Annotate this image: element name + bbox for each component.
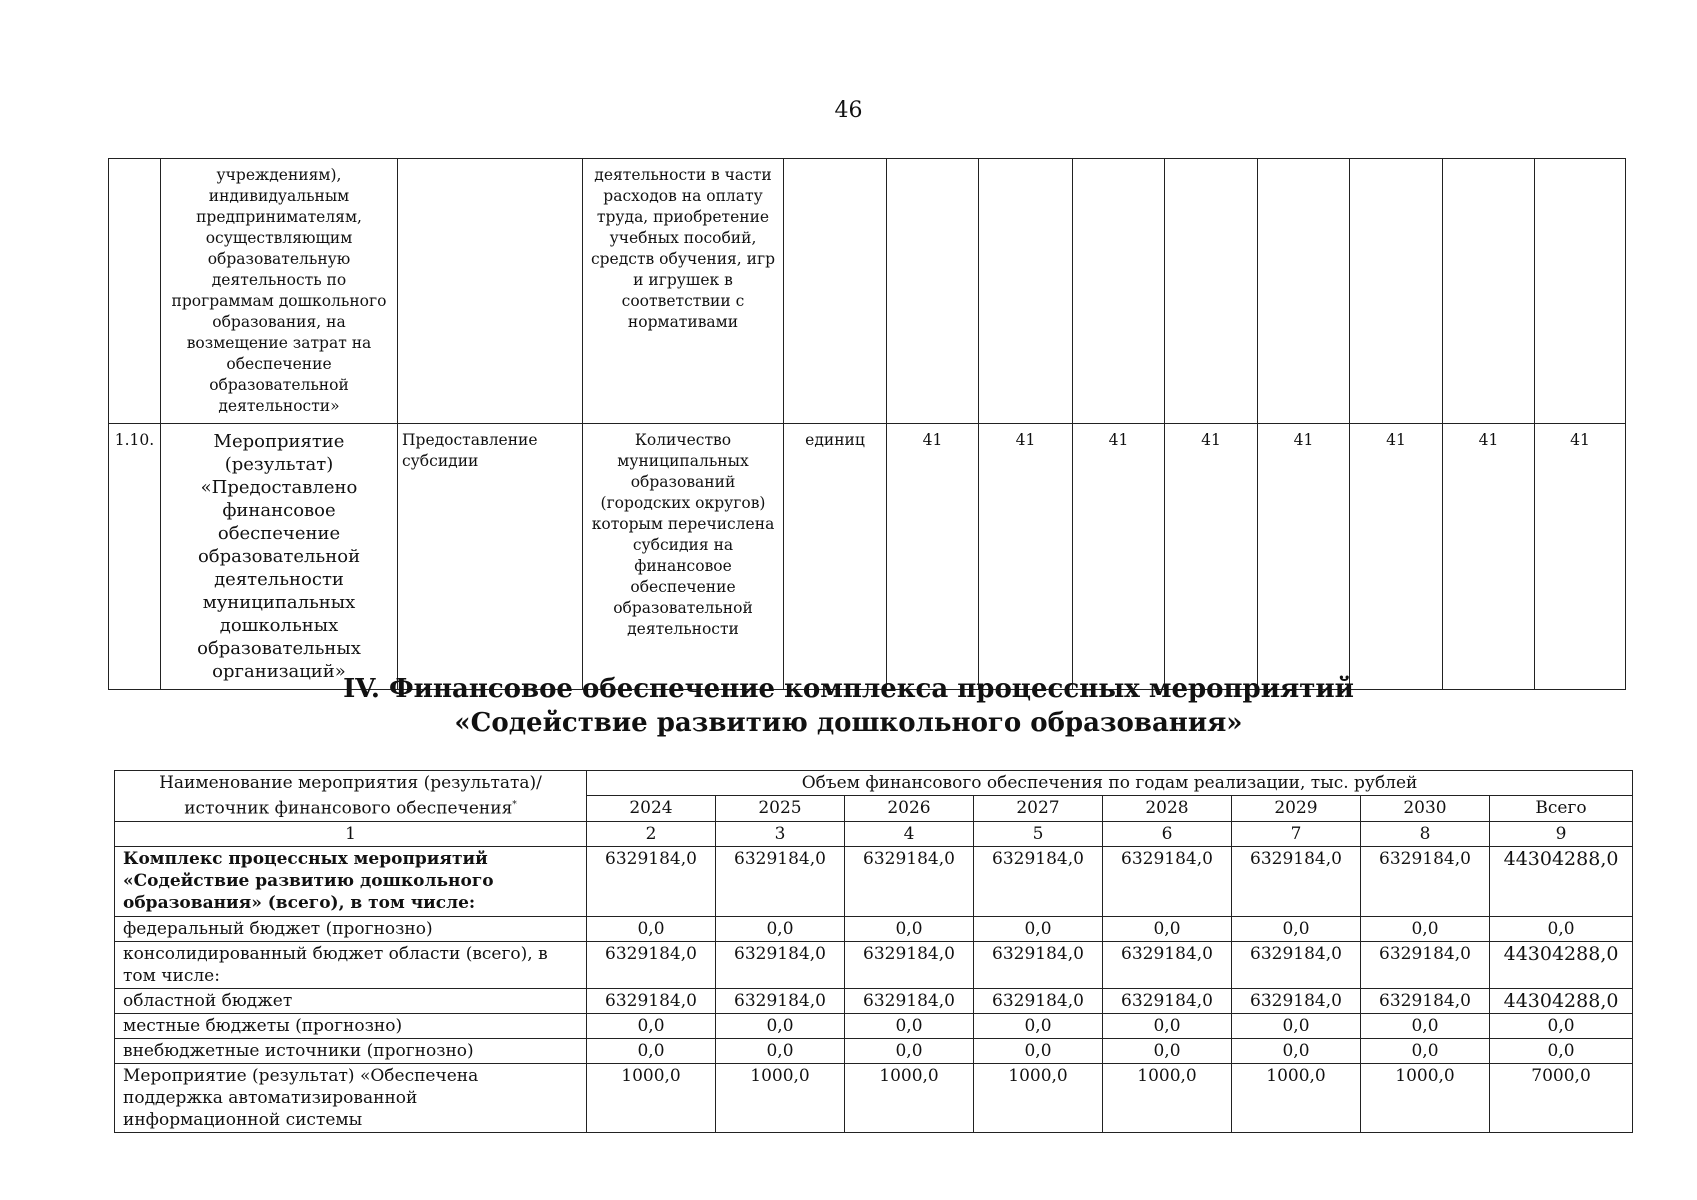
name-column-header (115, 771, 587, 822)
measure-description: деятельности в части расходов на оплату труда, приобретение учебных пособий, средств обучения, игр и игрушек в соответствии с нормативами (583, 159, 784, 424)
year-header: 2029 (1232, 796, 1361, 821)
row-label: областной бюджет (115, 988, 587, 1013)
unit: единиц (784, 424, 887, 690)
amount-cell: 6329184,0 (845, 846, 974, 916)
column-number: 8 (1361, 821, 1490, 846)
total-cell: 0,0 (1490, 1038, 1633, 1063)
table-row (115, 1013, 1633, 1038)
amount-cell: 0,0 (1232, 1038, 1361, 1063)
amount-cell: 6329184,0 (716, 941, 845, 988)
amount-cell: 6329184,0 (1103, 988, 1232, 1013)
table-row (115, 1038, 1633, 1063)
indicators-table (108, 158, 1626, 690)
amount-cell: 6329184,0 (1232, 941, 1361, 988)
total-header: Всего (1490, 796, 1633, 821)
amount-cell: 0,0 (1103, 916, 1232, 941)
amount-cell: 0,0 (716, 1013, 845, 1038)
amount-cell: 1000,0 (1232, 1063, 1361, 1132)
column-number: 5 (974, 821, 1103, 846)
value-cell (1073, 159, 1165, 424)
amount-cell: 0,0 (845, 1013, 974, 1038)
measure-description: Количество муниципальных образований (городских округов) которым перечислена субсидия на финансовое обеспечение образовательной деятельности (583, 424, 784, 690)
amount-cell: 6329184,0 (1103, 846, 1232, 916)
table-row (115, 846, 1633, 916)
value-cell (1258, 159, 1350, 424)
amount-cell: 0,0 (974, 1038, 1103, 1063)
value-cell (887, 159, 979, 424)
row-label: федеральный бюджет (прогнозно) (115, 916, 587, 941)
asterisk-mark: * (512, 800, 517, 810)
row-label: местные бюджеты (прогнозно) (115, 1013, 587, 1038)
amount-cell: 1000,0 (587, 1063, 716, 1132)
column-number: 4 (845, 821, 974, 846)
amount-cell: 1000,0 (845, 1063, 974, 1132)
amount-cell: 6329184,0 (974, 846, 1103, 916)
table-row (115, 988, 1633, 1013)
amount-cell: 0,0 (1361, 1038, 1490, 1063)
amount-cell: 0,0 (1103, 1013, 1232, 1038)
amount-cell: 6329184,0 (716, 988, 845, 1013)
section-heading-line2: «Содействие развитию дошкольного образования» (454, 708, 1243, 738)
column-number: 9 (1490, 821, 1633, 846)
amount-cell: 0,0 (716, 916, 845, 941)
measure-type (398, 159, 583, 424)
section-heading (0, 672, 1697, 740)
amount-cell: 6329184,0 (587, 941, 716, 988)
year-header: 2024 (587, 796, 716, 821)
header-row (115, 771, 1633, 796)
amount-cell: 6329184,0 (587, 846, 716, 916)
total-cell: 44304288,0 (1490, 941, 1633, 988)
amount-cell: 0,0 (1232, 1013, 1361, 1038)
table-row (109, 424, 1626, 690)
year-header: 2027 (974, 796, 1103, 821)
value-cell (1165, 159, 1258, 424)
amount-cell: 6329184,0 (1232, 988, 1361, 1013)
name-column-header-text: Наименование мероприятия (результата)/источник финансового обеспечения (159, 773, 542, 819)
amount-cell: 0,0 (1361, 916, 1490, 941)
column-numbers-row (115, 821, 1633, 846)
section-heading-line1: IV. Финансовое обеспечение комплекса процессных мероприятий (343, 674, 1354, 704)
value-cell: 41 (1073, 424, 1165, 690)
year-header: 2025 (716, 796, 845, 821)
amount-cell: 1000,0 (974, 1063, 1103, 1132)
row-number: 1.10. (109, 424, 161, 690)
total-cell: 44304288,0 (1490, 988, 1633, 1013)
year-header: 2028 (1103, 796, 1232, 821)
value-cell: 41 (887, 424, 979, 690)
value-cell: 41 (1165, 424, 1258, 690)
amount-cell: 0,0 (1232, 916, 1361, 941)
financing-table (114, 770, 1633, 1133)
amount-cell: 1000,0 (716, 1063, 845, 1132)
amount-cell: 0,0 (587, 916, 716, 941)
year-header: 2026 (845, 796, 974, 821)
amount-cell: 1000,0 (1361, 1063, 1490, 1132)
column-number: 2 (587, 821, 716, 846)
total-cell: 0,0 (1490, 916, 1633, 941)
amount-cell: 6329184,0 (587, 988, 716, 1013)
measure-type: Предоставление субсидии (398, 424, 583, 690)
table-row (115, 1063, 1633, 1132)
measure-name: Мероприятие (результат) «Предоставлено финансовое обеспечение образовательной деятельности муниципальных дошкольных образовательных организаций» (161, 424, 398, 690)
amount-cell: 6329184,0 (1103, 941, 1232, 988)
table-row (115, 941, 1633, 988)
amount-cell: 0,0 (716, 1038, 845, 1063)
amount-cell: 6329184,0 (845, 988, 974, 1013)
amount-cell: 0,0 (587, 1038, 716, 1063)
amount-cell: 0,0 (1103, 1038, 1232, 1063)
value-cell: 41 (1535, 424, 1626, 690)
volume-header: Объем финансового обеспечения по годам реализации, тыс. рублей (587, 771, 1633, 796)
row-label: консолидированный бюджет области (всего), в том числе: (115, 941, 587, 988)
value-cell (1443, 159, 1535, 424)
value-cell (1535, 159, 1626, 424)
table-row (115, 916, 1633, 941)
value-cell (979, 159, 1073, 424)
page-number: 46 (834, 98, 863, 123)
amount-cell: 6329184,0 (1361, 988, 1490, 1013)
amount-cell: 6329184,0 (974, 941, 1103, 988)
amount-cell: 0,0 (974, 1013, 1103, 1038)
total-cell: 0,0 (1490, 1013, 1633, 1038)
amount-cell: 6329184,0 (716, 846, 845, 916)
row-label: внебюджетные источники (прогнозно) (115, 1038, 587, 1063)
row-label: Комплекс процессных мероприятий «Содействие развитию дошкольного образования» (всего), в том числе: (115, 846, 587, 916)
amount-cell: 6329184,0 (1361, 941, 1490, 988)
total-cell: 7000,0 (1490, 1063, 1633, 1132)
amount-cell: 0,0 (587, 1013, 716, 1038)
amount-cell: 6329184,0 (1361, 846, 1490, 916)
column-number: 1 (115, 821, 587, 846)
amount-cell: 6329184,0 (845, 941, 974, 988)
column-number: 3 (716, 821, 845, 846)
value-cell: 41 (1258, 424, 1350, 690)
total-cell: 44304288,0 (1490, 846, 1633, 916)
measure-name: учреждениям), индивидуальным предпринимателям, осуществляющим образовательную деятельность по программам дошкольного образования, на возмещение затрат на обеспечение образовательной деятельности» (161, 159, 398, 424)
column-number: 6 (1103, 821, 1232, 846)
amount-cell: 0,0 (1361, 1013, 1490, 1038)
row-label: Мероприятие (результат) «Обеспечена поддержка автоматизированной информационной системы (115, 1063, 587, 1132)
value-cell: 41 (1443, 424, 1535, 690)
unit (784, 159, 887, 424)
value-cell: 41 (1350, 424, 1443, 690)
amount-cell: 0,0 (845, 916, 974, 941)
amount-cell: 1000,0 (1103, 1063, 1232, 1132)
amount-cell: 6329184,0 (974, 988, 1103, 1013)
year-header: 2030 (1361, 796, 1490, 821)
amount-cell: 6329184,0 (1232, 846, 1361, 916)
value-cell: 41 (979, 424, 1073, 690)
amount-cell: 0,0 (974, 916, 1103, 941)
table-row (109, 159, 1626, 424)
value-cell (1350, 159, 1443, 424)
column-number: 7 (1232, 821, 1361, 846)
amount-cell: 0,0 (845, 1038, 974, 1063)
row-number (109, 159, 161, 424)
